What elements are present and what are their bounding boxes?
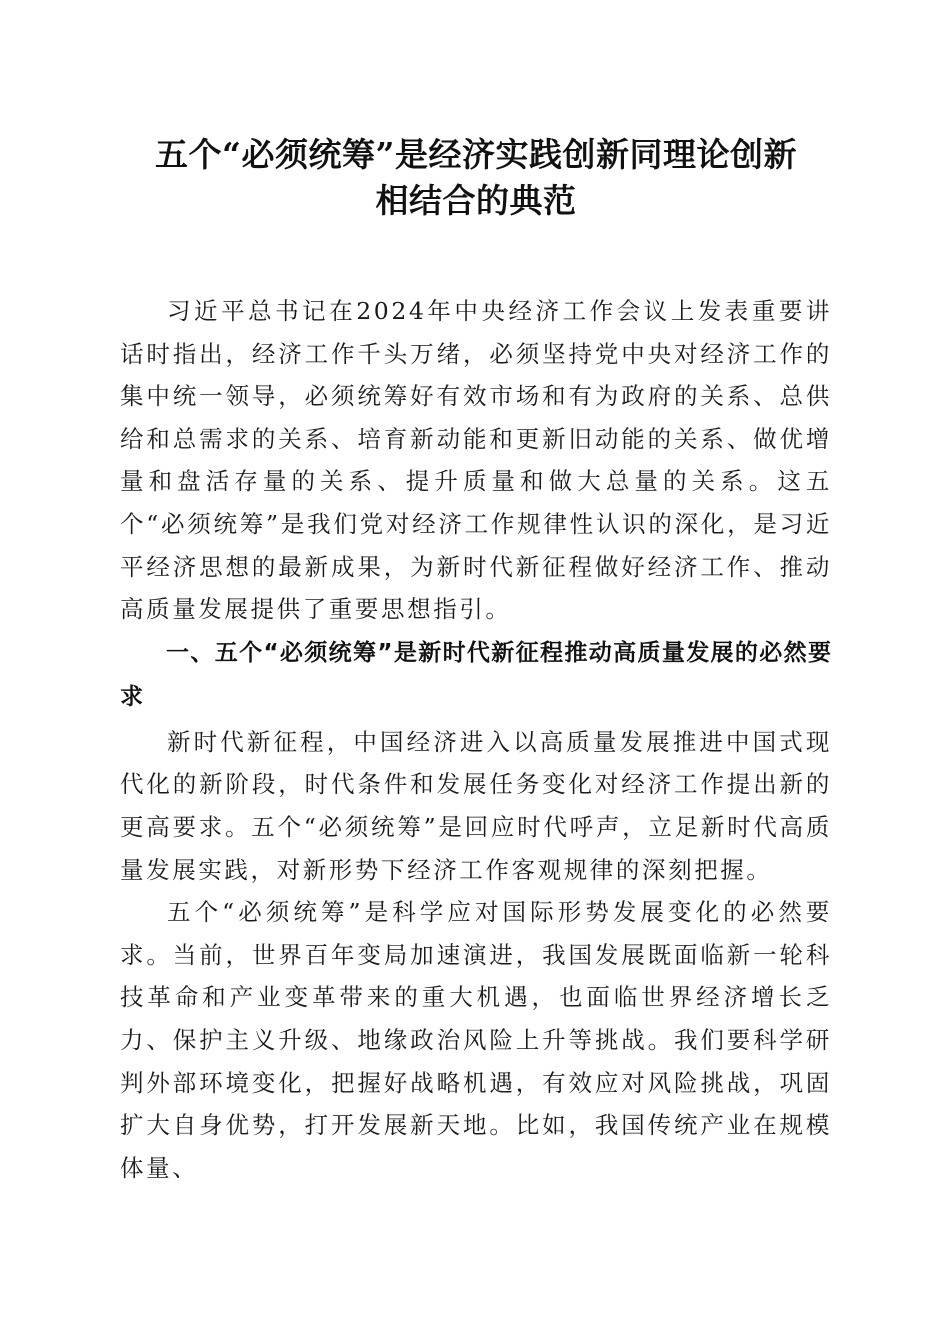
intro-paragraph: 习近平总书记在2024年中央经济工作会议上发表重要讲话时指出，经济工作千头万绪，必须坚持党中央对经济工作的集中统一领导，必须统筹好有效市场和有为政府的关系、总供给和总需求的关系、培育新动能和更新旧动能的关系、做优增量和盘活存量的关系、提升质量和做大总量的关系。这五个“必须统筹”是我们党对经济工作规律性认识的深化，是习近平经济思想的最新成果，为新时代新征程做好经济工作、推动高质量发展提供了重要思想指引。 (120, 297, 832, 624)
body-paragraph-3: 五个“必须统筹”是科学应对国际形势发展变化的必然要求。当前，世界百年变局加速演进，我国发展既面临新一轮科技革命和产业变革带来的重大机遇，也面临世界经济增长乏力、保护主义升级、地缘政治风险上升等挑战。我们要科学研判外部环境变化，把握好战略机遇，有效应对风险挑战，巩固扩大自身优势，打开发展新天地。比如，我国传统产业在规模体量、 (120, 898, 832, 1182)
title-line-2: 相结合的典范 (375, 181, 577, 220)
section-1-heading: 一、五个“必须统筹”是新时代新征程推动高质量发展的必然要求 (120, 639, 832, 710)
title-line-1: 五个“必须统筹”是经济实践创新同理论创新 (155, 135, 797, 174)
title-spacer (120, 224, 832, 290)
document-title (120, 132, 832, 224)
body-paragraph-2: 新时代新征程，中国经济进入以高质量发展推进中国式现代化的新阶段，时代条件和发展任务变化对经济工作提出新的更高要求。五个“必须统筹”是回应时代呼声，立足新时代高质量发展实践，对新形势下经济工作客观规律的深刻把握。 (120, 727, 832, 884)
document-page (120, 132, 832, 1189)
